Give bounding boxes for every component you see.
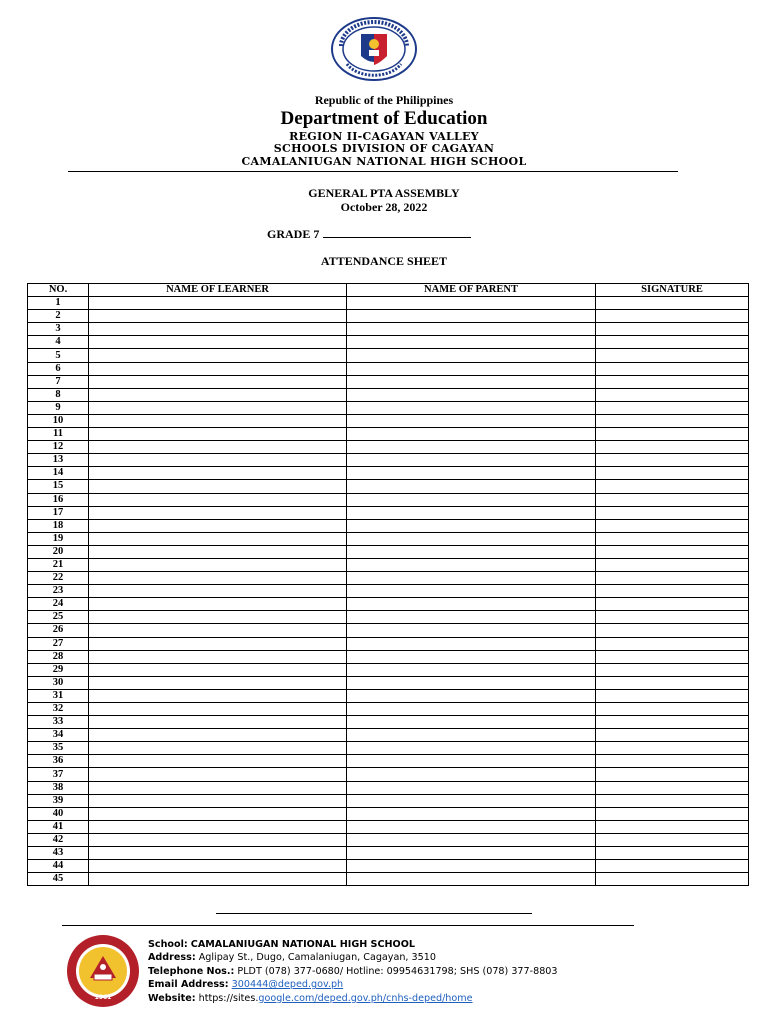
- division-heading: SCHOOLS DIVISION OF CAGAYAN: [273, 142, 495, 155]
- parent-name-cell[interactable]: [347, 454, 596, 467]
- table-row: [28, 558, 749, 571]
- learner-name-cell[interactable]: [89, 611, 347, 624]
- table-row: [28, 768, 749, 781]
- parent-name-cell[interactable]: [347, 585, 596, 598]
- parent-name-cell[interactable]: [347, 467, 596, 480]
- learner-name-cell[interactable]: [89, 467, 347, 480]
- parent-name-cell[interactable]: [347, 401, 596, 414]
- learner-name-cell[interactable]: [89, 375, 347, 388]
- row-number: 39: [28, 794, 89, 807]
- row-number: 41: [28, 820, 89, 833]
- parent-name-cell[interactable]: [347, 794, 596, 807]
- row-number: 45: [28, 873, 89, 886]
- parent-name-cell[interactable]: [347, 716, 596, 729]
- parent-name-cell[interactable]: [347, 441, 596, 454]
- learner-name-cell[interactable]: [89, 349, 347, 362]
- attendance-table: [27, 283, 749, 886]
- signature-cell[interactable]: [596, 467, 749, 480]
- footer-telephone-line: Telephone Nos.: PLDT (078) 377-0680/ Hotline: 09954631798; SHS (078) 377-8803: [148, 965, 558, 977]
- table-row: [28, 297, 749, 310]
- learner-name-cell[interactable]: [89, 558, 347, 571]
- event-date: October 28, 2022: [340, 200, 428, 214]
- learner-name-cell[interactable]: [89, 493, 347, 506]
- row-number: 29: [28, 663, 89, 676]
- signature-cell[interactable]: [596, 781, 749, 794]
- table-row: [28, 493, 749, 506]
- footer-email-line: Email Address: 300444@deped.gov.ph: [148, 979, 344, 991]
- table-row: [28, 781, 749, 794]
- parent-name-cell[interactable]: [347, 873, 596, 886]
- learner-name-cell[interactable]: [89, 833, 347, 846]
- parent-name-cell[interactable]: [347, 493, 596, 506]
- learner-name-cell[interactable]: [89, 598, 347, 611]
- parent-name-cell[interactable]: [347, 388, 596, 401]
- signature-cell[interactable]: [596, 336, 749, 349]
- table-row: [28, 362, 749, 375]
- column-header-no: NO.: [28, 284, 89, 297]
- signature-cell[interactable]: [596, 650, 749, 663]
- table-row: [28, 545, 749, 558]
- parent-name-cell[interactable]: [347, 637, 596, 650]
- parent-name-cell[interactable]: [347, 729, 596, 742]
- learner-name-cell[interactable]: [89, 428, 347, 441]
- signature-cell[interactable]: [596, 323, 749, 336]
- row-number: 17: [28, 506, 89, 519]
- parent-name-cell[interactable]: [347, 480, 596, 493]
- learner-name-cell[interactable]: [89, 676, 347, 689]
- learner-name-cell[interactable]: [89, 820, 347, 833]
- parent-name-cell[interactable]: [347, 310, 596, 323]
- table-row: [28, 860, 749, 873]
- grade-section-blank: [323, 227, 471, 238]
- parent-name-cell[interactable]: [347, 519, 596, 532]
- footer-telephone: PLDT (078) 377-0680/ Hotline: 09954631798; SHS (078) 377-8803: [237, 965, 558, 977]
- learner-name-cell[interactable]: [89, 480, 347, 493]
- row-number: 27: [28, 637, 89, 650]
- signature-cell[interactable]: [596, 401, 749, 414]
- learner-name-cell[interactable]: [89, 873, 347, 886]
- learner-name-cell[interactable]: [89, 755, 347, 768]
- parent-name-cell[interactable]: [347, 703, 596, 716]
- table-row: [28, 676, 749, 689]
- learner-name-cell[interactable]: [89, 742, 347, 755]
- row-number: 20: [28, 545, 89, 558]
- learner-name-cell[interactable]: [89, 860, 347, 873]
- table-row: [28, 729, 749, 742]
- table-header-row: [28, 284, 749, 297]
- signature-cell[interactable]: [596, 703, 749, 716]
- row-number: 2: [28, 310, 89, 323]
- row-number: 21: [28, 558, 89, 571]
- row-number: 25: [28, 611, 89, 624]
- signature-cell[interactable]: [596, 624, 749, 637]
- table-row: [28, 689, 749, 702]
- row-number: 22: [28, 572, 89, 585]
- learner-name-cell[interactable]: [89, 807, 347, 820]
- row-number: 28: [28, 650, 89, 663]
- signature-cell[interactable]: [596, 729, 749, 742]
- school-logo: [66, 934, 140, 1008]
- signature-cell[interactable]: [596, 297, 749, 310]
- table-row: [28, 807, 749, 820]
- row-number: 13: [28, 454, 89, 467]
- table-row: [28, 401, 749, 414]
- learner-name-cell[interactable]: [89, 532, 347, 545]
- learner-name-cell[interactable]: [89, 637, 347, 650]
- learner-name-cell[interactable]: [89, 336, 347, 349]
- learner-name-cell[interactable]: [89, 545, 347, 558]
- parent-name-cell[interactable]: [347, 545, 596, 558]
- learner-name-cell[interactable]: [89, 768, 347, 781]
- deped-seal-logo: [329, 16, 419, 82]
- parent-name-cell[interactable]: [347, 847, 596, 860]
- learner-name-cell[interactable]: [89, 323, 347, 336]
- row-number: 7: [28, 375, 89, 388]
- row-number: 42: [28, 833, 89, 846]
- row-number: 18: [28, 519, 89, 532]
- signature-cell[interactable]: [596, 847, 749, 860]
- learner-name-cell[interactable]: [89, 689, 347, 702]
- table-row: [28, 873, 749, 886]
- table-row: [28, 742, 749, 755]
- signature-cell[interactable]: [596, 506, 749, 519]
- website-link[interactable]: google.com/deped.gov.ph/cnhs-deped/home: [258, 992, 473, 1004]
- parent-name-cell[interactable]: [347, 428, 596, 441]
- signature-cell[interactable]: [596, 742, 749, 755]
- table-row: [28, 585, 749, 598]
- email-link[interactable]: 300444@deped.gov.ph: [231, 979, 344, 991]
- signature-cell[interactable]: [596, 768, 749, 781]
- table-row: [28, 611, 749, 624]
- row-number: 8: [28, 388, 89, 401]
- signature-cell[interactable]: [596, 480, 749, 493]
- row-number: 37: [28, 768, 89, 781]
- parent-name-cell[interactable]: [347, 375, 596, 388]
- signature-cell[interactable]: [596, 558, 749, 571]
- table-row: [28, 506, 749, 519]
- attendance-sheet-title: ATTENDANCE SHEET: [320, 254, 448, 268]
- footer-address: Aglipay St., Dugo, Camalaniugan, Cagayan, 3510: [198, 952, 436, 964]
- table-row: [28, 716, 749, 729]
- table-row: [28, 454, 749, 467]
- learner-name-cell[interactable]: [89, 441, 347, 454]
- table-row: [28, 414, 749, 427]
- table-row: [28, 755, 749, 768]
- parent-name-cell[interactable]: [347, 624, 596, 637]
- column-header-signature: SIGNATURE: [596, 284, 749, 297]
- learner-name-cell[interactable]: [89, 585, 347, 598]
- parent-name-cell[interactable]: [347, 598, 596, 611]
- parent-name-cell[interactable]: [347, 650, 596, 663]
- signature-cell[interactable]: [596, 519, 749, 532]
- parent-name-cell[interactable]: [347, 676, 596, 689]
- row-number: 5: [28, 349, 89, 362]
- row-number: 10: [28, 414, 89, 427]
- table-row: [28, 624, 749, 637]
- row-number: 35: [28, 742, 89, 755]
- row-number: 6: [28, 362, 89, 375]
- row-number: 4: [28, 336, 89, 349]
- parent-name-cell[interactable]: [347, 558, 596, 571]
- signature-cell[interactable]: [596, 375, 749, 388]
- parent-name-cell[interactable]: [347, 768, 596, 781]
- signature-cell[interactable]: [596, 532, 749, 545]
- region-heading: REGION II-CAGAYAN VALLEY: [289, 130, 479, 143]
- table-row: [28, 388, 749, 401]
- parent-name-cell[interactable]: [347, 860, 596, 873]
- signature-cell[interactable]: [596, 545, 749, 558]
- table-row: [28, 650, 749, 663]
- signature-cell[interactable]: [596, 676, 749, 689]
- signature-cell[interactable]: [596, 493, 749, 506]
- table-row: [28, 310, 749, 323]
- table-row: [28, 467, 749, 480]
- column-header-parent: NAME OF PARENT: [347, 284, 596, 297]
- signature-cell[interactable]: [596, 873, 749, 886]
- row-number: 30: [28, 676, 89, 689]
- republic-heading: Republic of the Philippines: [314, 93, 454, 107]
- parent-name-cell[interactable]: [347, 611, 596, 624]
- signature-cell[interactable]: [596, 572, 749, 585]
- table-row: [28, 847, 749, 860]
- footer-website-line: Website: https://sites.google.com/deped.gov.ph/cnhs-deped/home: [148, 992, 473, 1004]
- signature-cell[interactable]: [596, 611, 749, 624]
- row-number: 26: [28, 624, 89, 637]
- parent-name-cell[interactable]: [347, 323, 596, 336]
- signature-cell[interactable]: [596, 820, 749, 833]
- learner-name-cell[interactable]: [89, 624, 347, 637]
- signature-cell[interactable]: [596, 689, 749, 702]
- footer-address-line: Address: Aglipay St., Dugo, Camalaniugan, Cagayan, 3510: [148, 952, 436, 964]
- column-header-learner: NAME OF LEARNER: [89, 284, 347, 297]
- learner-name-cell[interactable]: [89, 310, 347, 323]
- learner-name-cell[interactable]: [89, 401, 347, 414]
- row-number: 9: [28, 401, 89, 414]
- grade-label: GRADE 7: [267, 227, 320, 241]
- logo-year: 1961: [94, 994, 112, 1001]
- signature-cell[interactable]: [596, 794, 749, 807]
- signature-cell[interactable]: [596, 598, 749, 611]
- learner-name-cell[interactable]: [89, 650, 347, 663]
- table-row: [28, 820, 749, 833]
- footer-divider: [62, 925, 634, 926]
- event-title: GENERAL PTA ASSEMBLY: [308, 186, 460, 200]
- learner-name-cell[interactable]: [89, 729, 347, 742]
- parent-name-cell[interactable]: [347, 532, 596, 545]
- parent-name-cell[interactable]: [347, 833, 596, 846]
- table-row: [28, 794, 749, 807]
- parent-name-cell[interactable]: [347, 362, 596, 375]
- row-number: 36: [28, 755, 89, 768]
- learner-name-cell[interactable]: [89, 414, 347, 427]
- parent-name-cell[interactable]: [347, 742, 596, 755]
- parent-name-cell[interactable]: [347, 297, 596, 310]
- learner-name-cell[interactable]: [89, 716, 347, 729]
- signature-cell[interactable]: [596, 388, 749, 401]
- parent-name-cell[interactable]: [347, 663, 596, 676]
- signature-cell[interactable]: [596, 310, 749, 323]
- table-row: [28, 519, 749, 532]
- footer-school-line: School: CAMALANIUGAN NATIONAL HIGH SCHOOL: [148, 939, 415, 950]
- signature-cell[interactable]: [596, 755, 749, 768]
- row-number: 1: [28, 297, 89, 310]
- department-title: Department of Education: [280, 108, 488, 129]
- signature-cell[interactable]: [596, 428, 749, 441]
- grade-field: [267, 227, 471, 242]
- table-row: [28, 428, 749, 441]
- table-row: [28, 480, 749, 493]
- row-number: 16: [28, 493, 89, 506]
- signature-cell[interactable]: [596, 585, 749, 598]
- parent-name-cell[interactable]: [347, 755, 596, 768]
- parent-name-cell[interactable]: [347, 572, 596, 585]
- table-row: [28, 663, 749, 676]
- table-row: [28, 637, 749, 650]
- parent-name-cell[interactable]: [347, 349, 596, 362]
- learner-name-cell[interactable]: [89, 794, 347, 807]
- row-number: 14: [28, 467, 89, 480]
- signature-cell[interactable]: [596, 716, 749, 729]
- learner-name-cell[interactable]: [89, 572, 347, 585]
- table-row: [28, 572, 749, 585]
- learner-name-cell[interactable]: [89, 388, 347, 401]
- learner-name-cell[interactable]: [89, 506, 347, 519]
- parent-name-cell[interactable]: [347, 336, 596, 349]
- row-number: 12: [28, 441, 89, 454]
- row-number: 19: [28, 532, 89, 545]
- table-row: [28, 323, 749, 336]
- learner-name-cell[interactable]: [89, 663, 347, 676]
- signature-cell[interactable]: [596, 637, 749, 650]
- signature-cell[interactable]: [596, 860, 749, 873]
- learner-name-cell[interactable]: [89, 703, 347, 716]
- table-row: [28, 532, 749, 545]
- signature-cell[interactable]: [596, 349, 749, 362]
- parent-name-cell[interactable]: [347, 414, 596, 427]
- parent-name-cell[interactable]: [347, 781, 596, 794]
- table-row: [28, 833, 749, 846]
- signature-cell[interactable]: [596, 454, 749, 467]
- signature-cell[interactable]: [596, 833, 749, 846]
- parent-name-cell[interactable]: [347, 807, 596, 820]
- signature-cell[interactable]: [596, 807, 749, 820]
- table-row: [28, 336, 749, 349]
- learner-name-cell[interactable]: [89, 519, 347, 532]
- row-number: 38: [28, 781, 89, 794]
- row-number: 33: [28, 716, 89, 729]
- row-number: 23: [28, 585, 89, 598]
- learner-name-cell[interactable]: [89, 454, 347, 467]
- signature-cell[interactable]: [596, 441, 749, 454]
- parent-name-cell[interactable]: [347, 820, 596, 833]
- row-number: 31: [28, 689, 89, 702]
- learner-name-cell[interactable]: [89, 847, 347, 860]
- footer-school-name: CAMALANIUGAN NATIONAL HIGH SCHOOL: [190, 939, 415, 950]
- row-number: 11: [28, 428, 89, 441]
- row-number: 43: [28, 847, 89, 860]
- table-row: [28, 598, 749, 611]
- row-number: 44: [28, 860, 89, 873]
- table-row: [28, 349, 749, 362]
- row-number: 34: [28, 729, 89, 742]
- signature-cell[interactable]: [596, 362, 749, 375]
- footer-contact: [148, 938, 558, 1005]
- row-number: 15: [28, 480, 89, 493]
- learner-name-cell[interactable]: [89, 297, 347, 310]
- learner-name-cell[interactable]: [89, 781, 347, 794]
- table-row: [28, 703, 749, 716]
- table-row: [28, 441, 749, 454]
- row-number: 24: [28, 598, 89, 611]
- parent-name-cell[interactable]: [347, 689, 596, 702]
- row-number: 40: [28, 807, 89, 820]
- signature-cell[interactable]: [596, 414, 749, 427]
- row-number: 3: [28, 323, 89, 336]
- row-number: 32: [28, 703, 89, 716]
- signature-cell[interactable]: [596, 663, 749, 676]
- learner-name-cell[interactable]: [89, 362, 347, 375]
- school-heading: CAMALANIUGAN NATIONAL HIGH SCHOOL: [241, 155, 527, 168]
- table-row: [28, 375, 749, 388]
- signature-line: [216, 913, 532, 914]
- header-divider: [68, 171, 678, 172]
- parent-name-cell[interactable]: [347, 506, 596, 519]
- website-prefix: https://sites.: [198, 992, 259, 1004]
